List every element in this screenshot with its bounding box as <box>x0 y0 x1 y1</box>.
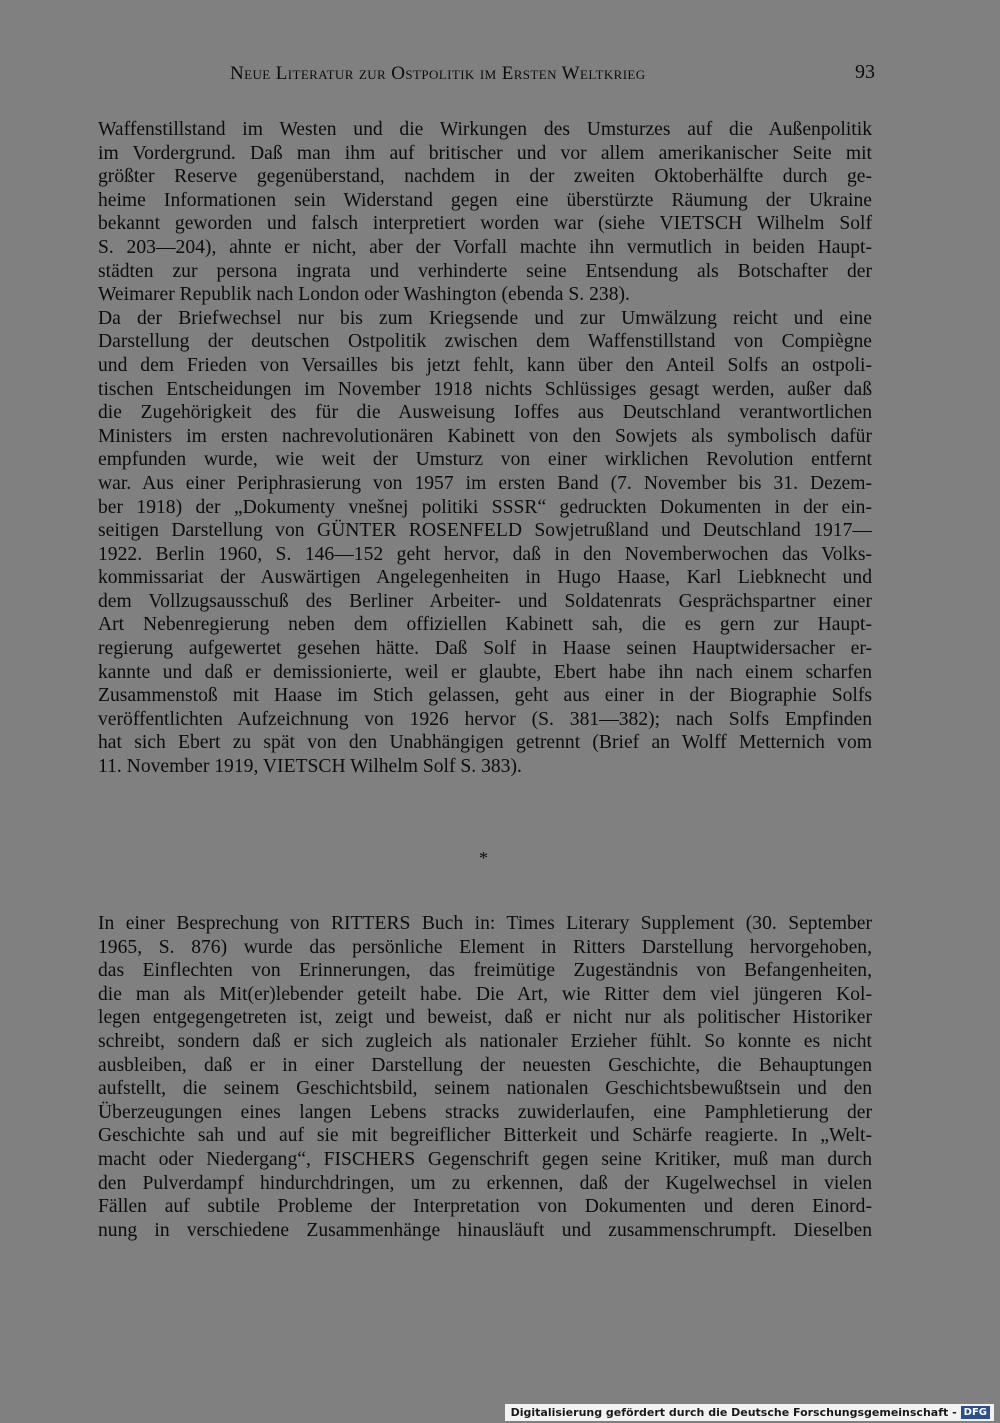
text-line: die Zugehörigkeit des für die Ausweisung Ioffes aus Deutschland verantwortlichen <box>98 402 872 424</box>
main-text-block <box>98 118 872 779</box>
text-line: In einer Besprechung von RITTERS Buch in: Times Literary Supplement (30. September <box>98 913 872 934</box>
text-line: Weimarer Republik nach London oder Washington (ebenda S. 238). <box>98 284 630 306</box>
text-line: 1965, S. 876) wurde das persönliche Element in Ritters Darstellung hervorgehoben, <box>98 936 872 958</box>
text-line: Überzeugungen eines langen Lebens stracks zuwiderlaufen, eine Pamphletierung der <box>98 1101 872 1123</box>
paragraph-briefwechsel <box>98 307 872 779</box>
running-header-title: Neue Literatur zur Ostpolitik im Ersten Weltkrieg <box>230 63 646 84</box>
text-line: Fällen auf subtile Probleme der Interpretation von Dokumenten und deren Einord- <box>98 1196 872 1218</box>
text-line: heime Informationen sein Widerstand gegen eine überstürzte Räumung der Ukraine <box>98 189 872 211</box>
text-line: ausbleiben, daß er in einer Darstellung der neuesten Geschichte, die Behauptungen <box>98 1054 872 1076</box>
text-line: legen entgegengetreten ist, zeigt und beweist, daß er nicht nur als politischer Historiker <box>98 1007 872 1029</box>
text-line: städten zur persona ingrata und verhinderte seine Entsendung als Botschafter der <box>98 260 872 282</box>
text-line: tischen Entscheidungen im November 1918 nichts Schlüssiges gesagt werden, außer daß <box>98 378 872 400</box>
text-line: S. 203—204), ahnte er nicht, aber der Vorfall machte ihn vermutlich in beiden Haupt- <box>98 236 872 258</box>
text-line: aufstellt, die seinem Geschichtsbild, seinem nationalen Geschichtsbewußtsein und den <box>98 1078 872 1100</box>
text-line: schreibt, sondern daß er sich zugleich als nationaler Erzieher fühlt. So konnte es nicht <box>98 1030 872 1052</box>
text-line: den Pulverdampf hindurchdringen, um zu erkennen, daß der Kugelwechsel in vielen <box>98 1172 872 1194</box>
page-number: 93 <box>855 61 875 83</box>
text-line: größter Reserve gegenüberstand, nachdem in der zweiten Oktoberhälfte durch ge- <box>98 166 872 188</box>
text-line: die man als Mit(er)lebender geteilt habe. Die Art, wie Ritter dem viel jüngeren Kol- <box>98 983 872 1005</box>
text-line: seitigen Darstellung von GÜNTER ROSENFELD Sowjetrußland und Deutschland 1917— <box>98 520 872 542</box>
text-line: 11. November 1919, VIETSCH Wilhelm Solf S. 383). <box>98 756 522 778</box>
text-line: und dem Frieden von Versailles bis jetzt fehlt, kann über den Anteil Solfs an ostpoli- <box>98 354 872 376</box>
text-line: das Einflechten von Erinnerungen, das freimütige Zugeständnis von Befangenheiten, <box>98 960 872 982</box>
text-line: dem Vollzugsausschuß des Berliner Arbeiter- und Soldatenrats Gesprächspartner einer <box>98 590 872 612</box>
text-line: im Vordergrund. Daß man ihm auf britischer und vor allem amerikanischer Seite mit <box>98 142 872 164</box>
dfg-funding-banner <box>505 1404 994 1421</box>
text-line: Da der Briefwechsel nur bis zum Kriegsende und zur Umwälzung reicht und eine <box>98 307 872 329</box>
text-line: Ministers im ersten nachrevolutionären Kabinett von den Sowjets als symbolisch dafür <box>98 425 872 447</box>
text-line: Zusammenstoß mit Haase im Stich gelassen, geht aus einer in der Biographie Solfs <box>98 685 872 707</box>
text-line: 1922. Berlin 1960, S. 146—152 geht hervor, daß in den Novemberwochen das Volks- <box>98 543 872 565</box>
section-separator-asterisk: * <box>479 848 488 868</box>
text-line: nung in verschiedene Zusammenhänge hinausläuft und zusammenschrumpft. Dieselben <box>98 1219 872 1241</box>
paragraph-ritter-review <box>98 912 872 1242</box>
text-line: Waffenstillstand im Westen und die Wirkungen des Umsturzes auf die Außenpolitik <box>98 119 872 140</box>
text-line: macht oder Niedergang“, FISCHERS Gegenschrift gegen seine Kritiker, muß man durch <box>98 1148 872 1170</box>
text-line: empfunden wurde, wie weit der Umsturz von einer wirklichen Revolution entfernt <box>98 449 872 471</box>
text-line: war. Aus einer Periphrasierung von 1957 im ersten Band (7. November bis 31. Dezem- <box>98 472 872 494</box>
text-line: regierung aufgewertet gesehen hätte. Daß Solf in Haase seinen Hauptwidersacher er- <box>98 638 872 660</box>
text-line: kommissariat der Auswärtigen Angelegenheiten in Hugo Haase, Karl Liebknecht und <box>98 567 872 589</box>
text-line: bekannt geworden und falsch interpretiert worden war (siehe VIETSCH Wilhelm Solf <box>98 213 872 235</box>
dfg-logo-icon: DFG <box>961 1406 990 1419</box>
second-text-block <box>98 912 872 1242</box>
text-line: hat sich Ebert zu spät von den Unabhängigen getrennt (Brief an Wolff Metternich vom <box>98 732 872 754</box>
text-line: Art Nebenregierung neben dem offiziellen Kabinett sah, die es gern zur Haupt- <box>98 614 872 636</box>
text-line: Geschichte sah und auf sie mit begreiflicher Bitterkeit und Schärfe reagierte. In „Welt- <box>98 1125 872 1147</box>
text-line: ber 1918) der „Dokumenty vnešnej politiki SSSR“ gedruckten Dokumenten in der ein- <box>98 496 872 518</box>
text-line: veröffentlichten Aufzeichnung von 1926 hervor (S. 381—382); nach Solfs Empfinden <box>98 708 872 730</box>
text-line: kannte und daß er demissionierte, weil er glaubte, Ebert habe ihn nach einem scharfen <box>98 661 872 683</box>
text-line: Darstellung der deutschen Ostpolitik zwischen dem Waffenstillstand von Compiègne <box>98 331 872 353</box>
paragraph-solf-reserve <box>98 118 872 307</box>
running-header <box>230 63 875 91</box>
funding-notice-text: Digitalisierung gefördert durch die Deutsche Forschungsgemeinschaft - <box>510 1406 957 1419</box>
